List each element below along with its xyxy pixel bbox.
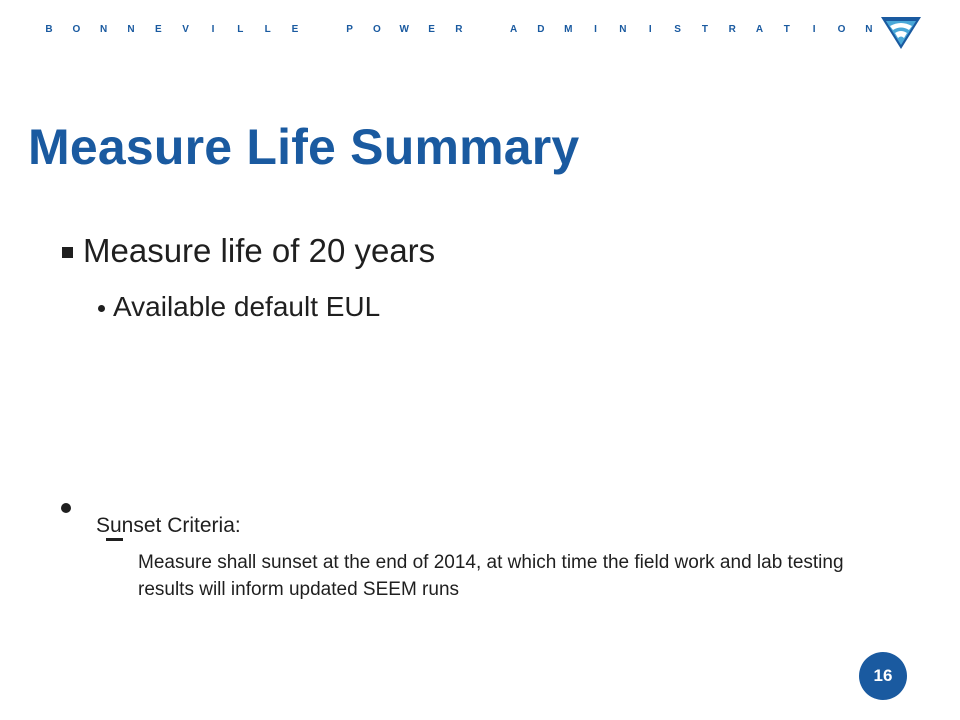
org-name-letter: T xyxy=(783,24,790,35)
org-name-letter: L xyxy=(264,24,271,35)
bpa-logo-icon xyxy=(880,14,922,50)
org-name-letter: E xyxy=(291,24,299,35)
org-name-letter: O xyxy=(837,24,846,35)
org-name-letter: N xyxy=(619,24,627,35)
org-name-letter: E xyxy=(428,24,435,35)
bullet-default-eul-text: Available default EUL xyxy=(113,291,381,322)
sunset-bullet-icon xyxy=(61,503,71,513)
org-name-letter xyxy=(317,24,327,35)
header-bar xyxy=(0,0,960,60)
sunset-criteria-label: Sunset Criteria: xyxy=(96,514,241,537)
bullet-default-eul xyxy=(98,291,380,323)
org-name-letter: R xyxy=(455,24,463,35)
org-name-letter: T xyxy=(701,24,708,35)
bullet-measure-life-text: Measure life of 20 years xyxy=(83,232,436,269)
org-name-letter: V xyxy=(182,24,189,35)
org-name-letter: P xyxy=(346,24,353,35)
page-number-badge: 16 xyxy=(859,652,907,700)
org-name-letter: O xyxy=(373,24,381,35)
org-name-letter: N xyxy=(100,24,108,35)
org-name-letter: M xyxy=(564,24,573,35)
org-name-letter: I xyxy=(594,24,597,35)
org-name-letter: I xyxy=(211,24,215,35)
org-name-letter: E xyxy=(154,24,162,35)
org-name-letter: A xyxy=(755,24,764,35)
round-bullet-icon xyxy=(98,305,105,312)
org-name-letter: I xyxy=(812,24,816,35)
org-name-letter: D xyxy=(537,24,545,35)
slide-title: Measure Life Summary xyxy=(28,119,580,175)
square-bullet-icon xyxy=(62,247,73,258)
org-name-letter: R xyxy=(728,24,736,35)
bullet-measure-life xyxy=(62,232,435,270)
org-name-letter: L xyxy=(237,24,244,35)
dash-bullet-icon xyxy=(106,538,123,541)
org-name-letter xyxy=(481,24,491,35)
org-name-letter: S xyxy=(674,24,681,35)
sunset-criteria-text: Measure shall sunset at the end of 2014, at which time the field work and lab testing results will inform updated SEEM runs xyxy=(138,552,844,600)
org-name-letter: N xyxy=(865,24,873,35)
org-name-letter: B xyxy=(45,24,53,35)
org-name-letter: I xyxy=(648,24,652,35)
org-name-letter: N xyxy=(127,24,135,35)
organization-name xyxy=(44,24,874,35)
org-name-letter: O xyxy=(72,24,81,35)
org-name-letter: W xyxy=(399,24,409,35)
org-name-letter: A xyxy=(509,24,518,35)
